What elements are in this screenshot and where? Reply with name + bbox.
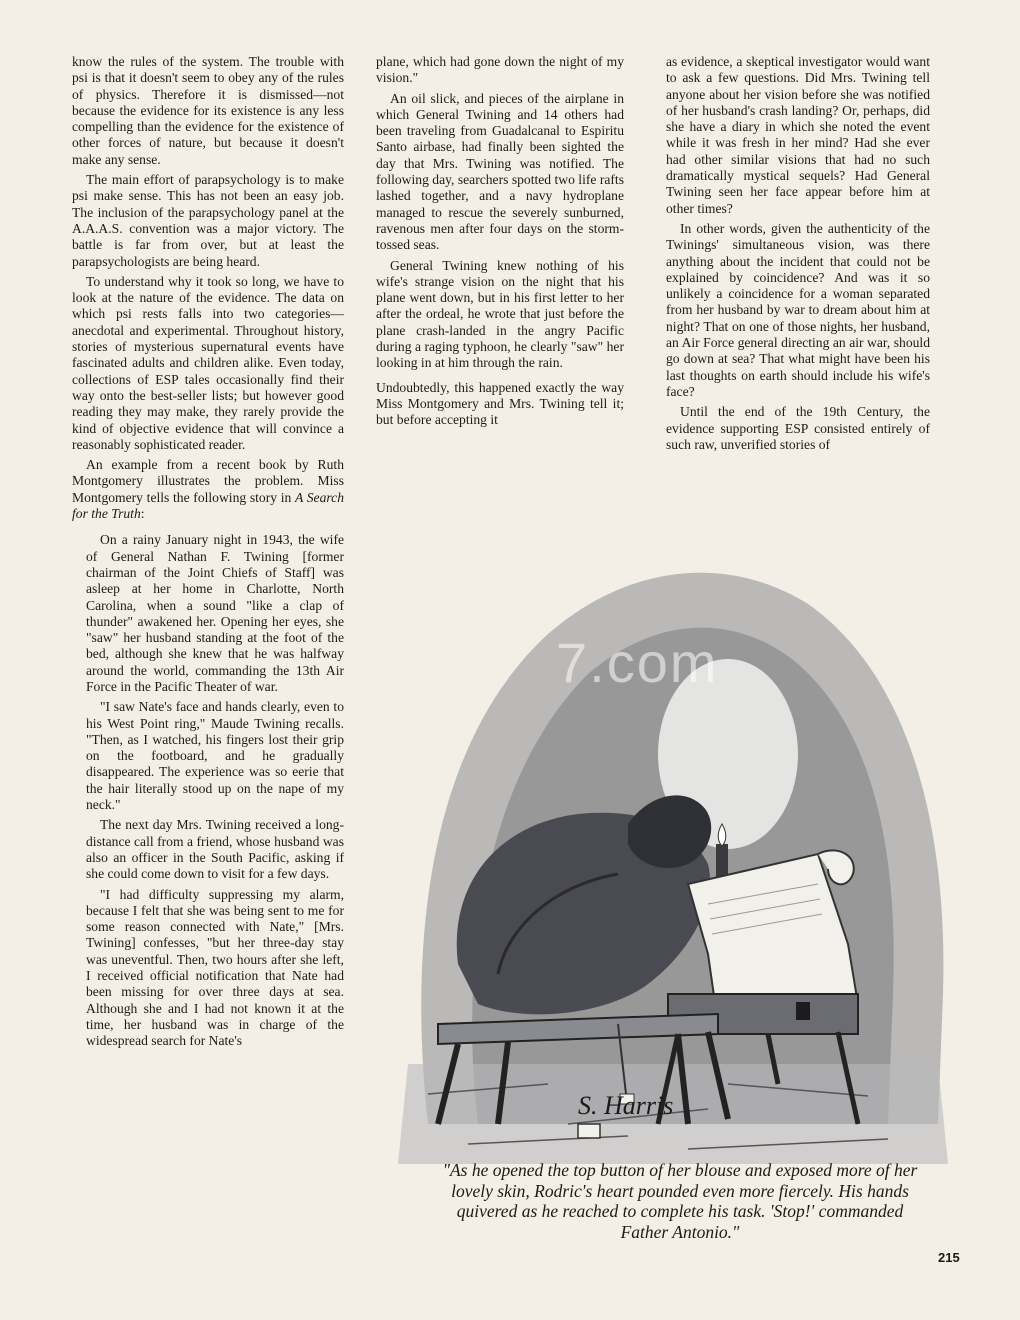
book-title: A Search for the Truth <box>72 489 345 522</box>
quote-paragraph: General Twining knew nothing of his wife's strange vision on the night that his plane went down, but in his first letter to her after the ordeal, he wrote that just before the plane crash-landed in the angry Pacific during a raging typhoon, he clearly "saw" her looking in at him through the rain. <box>376 257 624 371</box>
paragraph: An example from a recent book by Ruth Montgomery illustrates the problem. Miss Montgomery tells the following story in A Search for the Truth: <box>72 457 345 522</box>
article-column-1 <box>72 54 344 1054</box>
paragraph: Until the end of the 19th Century, the evidence supporting ESP consisted entirely of such raw, unverified stories of <box>666 404 930 452</box>
quote-paragraph: On a rainy January night in 1943, the wife of General Nathan F. Twining [former chairman of the Joint Chiefs of Staff] was asleep at her home in Charlotte, North Carolina, when a sound "like a clap of thunder" awakened her. Opening her eyes, she "saw" her husband standing at the foot of the bed, although she knew that he was halfway around the world, commanding the 13th Air Force in the Pacific Theater of war. <box>86 532 344 694</box>
quote-paragraph: "I saw Nate's face and hands clearly, even to his West Point ring," Maude Twining recalls. "Then, as I watched, his fingers lost their grip on the footboard, and he gradually disappeared. The experience was so eerie that the hair literally stood up on the nape of my neck." <box>86 699 344 813</box>
watermark: 7.com <box>556 631 719 694</box>
paragraph: In other words, given the authenticity of the Twinings' simultaneous vision, was there anything about the incident that could not be explained by coincidence? And was it so unlikely a coincidence for a woman separated from her husband by war to dream about him at night? That on one of those nights, her husband, an Air Force general directing an air war, should go down at sea? That what might have been his last thoughts on earth should include his wife's face? <box>666 220 930 399</box>
article-column-2 <box>376 54 624 433</box>
quote-paragraph: plane, which had gone down the night of my vision." <box>376 54 624 86</box>
article-column-3 <box>666 54 930 457</box>
paragraph: know the rules of the system. The trouble with psi is that it doesn't seem to obey any of the rules of physics. Therefore it is dismissed—not because the evidence for its existence is any less compelling than the evidence for the existence of other forces of nature, but because it doesn't make any sense. <box>72 54 344 167</box>
quote-paragraph: The next day Mrs. Twining received a long-distance call from a friend, whose husband was also an officer in the South Pacific, asking if she could come down to visit for a few days. <box>86 817 344 882</box>
quote-paragraph: An oil slick, and pieces of the airplane in which General Twining and 14 others had been traveling from Guadalcanal to Espiritu Santo airbase, had finally been sighted the day that Mrs. Twining was notified. The following day, searchers spotted two life rafts lashed together, and a navy hydroplane managed to rescue the severely sunburned, ravenous men after four days on the storm-tossed seas. <box>376 90 624 253</box>
paragraph: as evidence, a skeptical investigator would want to ask a few questions. Did Mrs. Twining tell anyone about her vision before she was notified of her husband's crash landing? Or, perhaps, did she have a diary in which she noted the event while it was fresh in her mind? Had she ever had other similar visions that had no such dramatically mystical sequels? Had General Twining seen her face appear before him at other times? <box>666 54 930 216</box>
artist-signature: S. Harris <box>578 1091 674 1120</box>
cartoon-illustration <box>388 524 958 1164</box>
paragraph: The main effort of parapsychology is to make psi make sense. This has not been an easy job. The inclusion of the parapsychology panel at the A.A.A.S. convention was a major victory. The battle is far from over, but at least the parapsychologists are being heard. <box>72 172 344 269</box>
paragraph-text: An example from a recent book by Ruth Montgomery illustrates the problem. Miss Montgomery tells the following story in <box>72 457 344 505</box>
paragraph: Undoubtedly, this happened exactly the way Miss Montgomery and Mrs. Twining tell it; but before accepting it <box>376 379 624 428</box>
quote-paragraph: "I had difficulty suppressing my alarm, because I felt that she was being sent to me for some reason connected with Nate," [Mrs. Twining] confesses, "but her three-day stay was uneventful. Then, two hours after she left, I received official notification that Nate had been missing for over three days at sea. Although she and I had not known it at the time, her husband was in charge of the widespread search for Nate's <box>86 886 344 1049</box>
paragraph: To understand why it took so long, we have to look at the nature of the evidence. The data on which psi rests falls into two categories—anecdotal and experimental. Throughout history, stories of mysterious supernatural events have fascinated adults and children alike. Even today, collections of ESP tales occasionally find their way onto the best-seller lists; but however good reading they may make, they rarely provide the kind of objective evidence that will convince a reasonably sophisticated reader. <box>72 273 344 452</box>
cartoon-caption: "As he opened the top button of her blouse and exposed more of her lovely skin, Rodric's heart pounded even more fiercely. His hands quivered as he reached to complete his task. 'Stop!' commanded Father Antonio." <box>442 1160 918 1242</box>
page-number: 215 <box>938 1250 960 1265</box>
